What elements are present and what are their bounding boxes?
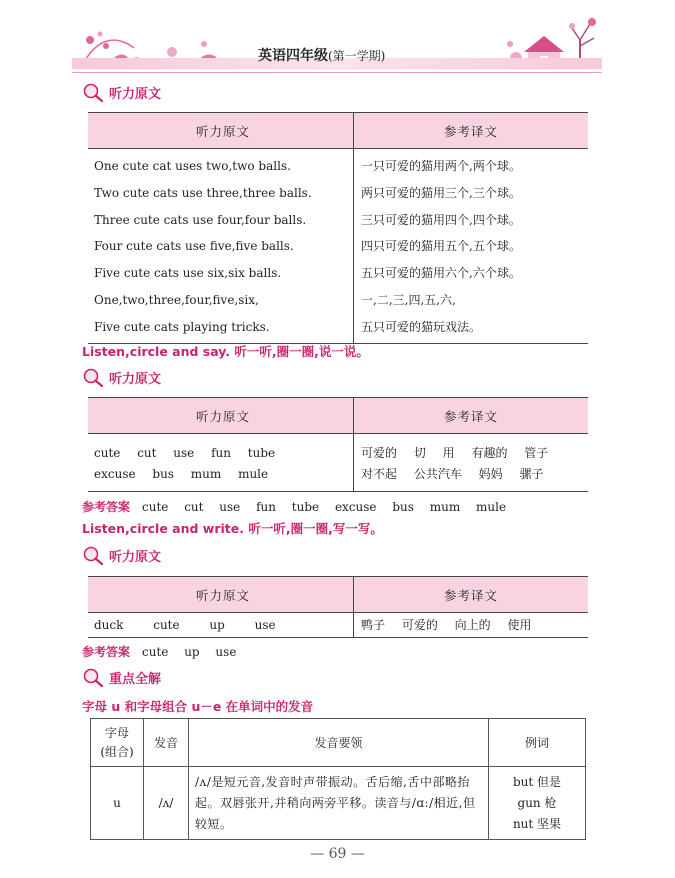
magnifier-icon <box>82 545 106 565</box>
text-line: Two cute cats use three,three balls. <box>94 185 312 200</box>
section-heading-key-points <box>82 667 161 687</box>
text-line: One cute cat uses two,two balls. <box>94 159 291 173</box>
text-line: duck cute up use <box>94 618 276 632</box>
magnifier-icon <box>82 667 106 687</box>
column-header: 参考译文 <box>354 113 589 149</box>
answer-line-2 <box>82 643 236 660</box>
page-header <box>0 0 675 80</box>
section-label: 听力原文 <box>109 371 162 387</box>
translation-line: 鸭子 可爱的 向上的 使用 <box>361 618 532 632</box>
translation-cell <box>354 434 589 492</box>
text-line: Five cute cats playing tricks. <box>94 319 270 334</box>
column-header: 参考译文 <box>354 577 589 613</box>
answer-line-1 <box>82 498 506 515</box>
listening-table-1 <box>88 112 588 344</box>
text-line: excuse bus mum mule <box>94 467 269 481</box>
pronunciation-table <box>90 718 586 840</box>
examples-cell <box>489 767 586 840</box>
book-title: 英语四年级(第一学期) <box>258 48 386 64</box>
answer-text: cute up use <box>142 645 237 659</box>
translation-line: 三只可爱的猫用四个,四个球。 <box>361 212 521 227</box>
text-line: Three cute cats use four,four balls. <box>94 212 307 227</box>
header-rule <box>72 72 602 73</box>
column-header: 参考译文 <box>354 398 589 434</box>
column-header: 发音 <box>144 719 189 767</box>
column-header: 字母 (组合) <box>91 719 144 767</box>
pronunciation-heading: 字母 u 和字母组合 u－e 在单词中的发音 <box>82 699 314 714</box>
sound-cell: /ʌ/ <box>144 767 189 840</box>
translation-line: 五只可爱的猫玩戏法。 <box>361 319 482 334</box>
section-label: 听力原文 <box>109 549 162 565</box>
example-word: gun 枪 <box>517 795 557 810</box>
text-line: Four cute cats use five,five balls. <box>94 239 294 254</box>
answer-text: cute cut use fun tube excuse bus mum mule <box>142 500 507 514</box>
text-line: cute cut use fun tube <box>94 446 276 460</box>
translation-cell <box>354 613 589 638</box>
example-word: nut 坚果 <box>512 816 562 831</box>
translation-line: 可爱的 切 用 有趣的 管子 <box>361 446 549 460</box>
translation-line: 一只可爱的猫用两个,两个球。 <box>361 159 521 173</box>
listening-table-2 <box>88 397 588 492</box>
section-heading-listening-text-3 <box>82 545 161 565</box>
section-label: 听力原文 <box>109 86 162 102</box>
text-line: Five cute cats use six,six balls. <box>94 266 282 281</box>
column-header: 听力原文 <box>88 577 354 613</box>
section-label: 重点全解 <box>109 671 162 687</box>
description-cell: /ʌ/是短元音,发音时声带振动。舌后缩,舌中部略抬起。双唇张开,并稍向两旁平移。读音与/ɑː/相近,但较短。 <box>189 767 489 840</box>
answer-label: 参考答案 <box>82 500 131 514</box>
translation-line: 一,二,三,四,五,六, <box>361 292 456 307</box>
column-header: 听力原文 <box>88 398 354 434</box>
original-text-cell <box>88 149 354 344</box>
instruction-listen-circle-write: Listen,circle and write. 听一听,圈一圈,写一写。 <box>82 521 383 536</box>
instruction-listen-circle-say: Listen,circle and say. 听一听,圈一圈,说一说。 <box>82 344 369 359</box>
translation-line: 两只可爱的猫用三个,三个球。 <box>361 185 521 200</box>
translation-line: 四只可爱的猫用五个,五个球。 <box>361 239 521 254</box>
original-text-cell <box>88 613 354 638</box>
translation-line: 五只可爱的猫用六个,六个球。 <box>361 266 521 281</box>
magnifier-icon <box>82 82 106 102</box>
original-text-cell <box>88 434 354 492</box>
text-line: One,two,three,four,five,six, <box>94 292 259 307</box>
column-header: 听力原文 <box>88 113 354 149</box>
section-heading-listening-text-1 <box>82 82 161 102</box>
translation-line: 对不起 公共汽车 妈妈 骡子 <box>361 467 544 481</box>
section-heading-listening-text-2 <box>82 367 161 387</box>
column-header: 发音要领 <box>189 719 489 767</box>
letter-cell: u <box>91 767 144 840</box>
column-header: 例词 <box>489 719 586 767</box>
page-number: — 69 — <box>310 846 365 862</box>
magnifier-icon <box>82 367 106 387</box>
translation-cell <box>354 149 589 344</box>
listening-table-3 <box>88 576 588 638</box>
example-word: but 但是 <box>512 774 562 789</box>
answer-label: 参考答案 <box>82 645 131 659</box>
